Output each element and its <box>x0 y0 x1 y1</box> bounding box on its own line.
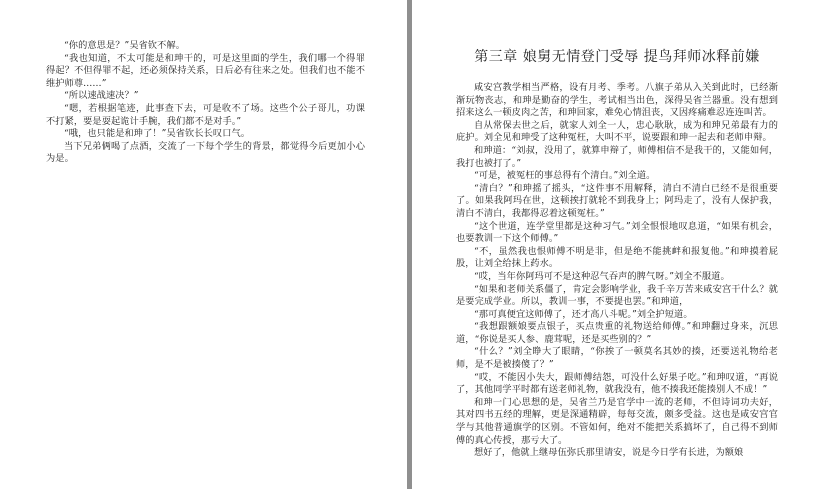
paragraph: “这个世道，连学堂里都是这种习气。”刘全恨恨地叹息道，“如果有机会，也要教训一下这个师傅。” <box>456 220 778 245</box>
paragraph: “所以速战速决？” <box>64 90 139 102</box>
paragraph: 和珅一门心思想的是，吴省兰乃是官学中一流的老师，不但诗词功夫好，其对四书五经的理解，更是深通精辟，每每交流，颇多受益。这也是咸安宫官学与其他普通旗学的区别。不管如何，绝对不能把关系搞坏了，自己得不到师傅的真心传授，那亏大了。 <box>456 396 778 446</box>
left-page-body <box>46 40 365 166</box>
paragraph: 想好了，他就上继母伍弥氏那里请安，说是今日学有长进，为额娘 <box>474 447 744 459</box>
paragraph: “哦，也只能是和珅了！”吴省钦长长叹口气。 <box>64 128 251 140</box>
paragraph: 当下兄弟俩喝了点酒，交流了一下每个学生的背景，都觉得今后更加小心为是。 <box>46 140 365 165</box>
paragraph: “我也知道，不太可能是和珅干的，可是这里面的学生，我们哪一个得罪得起？不但得罪不起，还必须保持关系，日后必有往来之处。但我们也不能不维护师尊……” <box>46 52 365 89</box>
paragraph: “嗯，若根据笔迹，此事查下去，可是收不了场。这些个公子哥儿，功课不打紧，要是耍起诡计手腕，我们都不是对手。” <box>46 102 365 127</box>
right-page <box>412 0 818 489</box>
paragraph: “可是，被冤枉的事总得有个清白。”刘全道。 <box>474 170 656 182</box>
paragraph: “清白？”和珅摇了摇头，“这件事不用解释，清白不清白已经不是很重要了。如果我阿玛在世，这顿挨打就轮不到我身上；阿玛走了，没有人保护我，清白不清白，我都得忍着这顿冤枉。” <box>456 182 778 219</box>
paragraph: “我想跟额娘要点银子，买点贵重的礼物送给师傅。”和珅翻过身来，沉思道，“你说是买人参、鹿茸呢，还是买些别的？” <box>456 321 778 345</box>
paragraph: 和珅道：“刘叔，没用了，就算申辩了，师傅相信不是我干的，又能如何，我打也被打了。” <box>456 144 778 169</box>
paragraph: “什么？”刘全睁大了眼睛，“你挨了一顿莫名其妙的揍，还要送礼物给老师，是不是被揍傻了？” <box>456 346 778 371</box>
left-page <box>0 0 407 489</box>
right-page-body <box>456 82 778 460</box>
paragraph: “不，虽然我也恨师傅不明是非，但是绝不能挑衅和报复他。”和珅摸着屁股，让刘全给抹上药水。 <box>456 245 778 270</box>
chapter-title: 第三章 娘舅无情登门受辱 提鸟拜师冰释前嫌 <box>474 49 760 65</box>
paragraph: “那可真便宜这师傅了，还才高八斗呢。”刘全护短道。 <box>474 308 693 320</box>
paragraph: “哎，不能因小失大，跟师傅结怨，可没什么好果子吃。”和珅叹道，“再说了，其他同学平时都有送老师礼物，就我没有，他不揍我还能揍别人不成！” <box>456 371 778 396</box>
paragraph: 自从常保去世之后，就家人刘全一人，忠心耿耿，成为和珅兄弟最有力的庇护。刘全见和珅受了这种冤枉，大叫不平，说要跟和珅一起去和老师申辩。 <box>456 119 778 144</box>
paragraph: “哎，当年你阿玛可不是这种忍气吞声的脾气呀。”刘全不服道。 <box>474 270 730 282</box>
paragraph: “你的意思是？”吴省钦不解。 <box>64 40 186 51</box>
paragraph: 咸安宫教学相当严格，设有月考、季考。八旗子弟从入关到此时，已经渐渐玩物丧志，和珅是勤奋的学生，考试相当出色，深得吴省兰器重。没有想到招来这么一顿皮肉之苦，和珅回家，难免心情沮丧，又因疼痛难忍连连叫苦。 <box>456 82 778 119</box>
paragraph: “如果和老师关系僵了，肯定会影响学业，我千辛万苦来咸安宫干什么？就是要完成学业。所以，教训一事，不要提也罢。”和珅道， <box>456 283 778 308</box>
